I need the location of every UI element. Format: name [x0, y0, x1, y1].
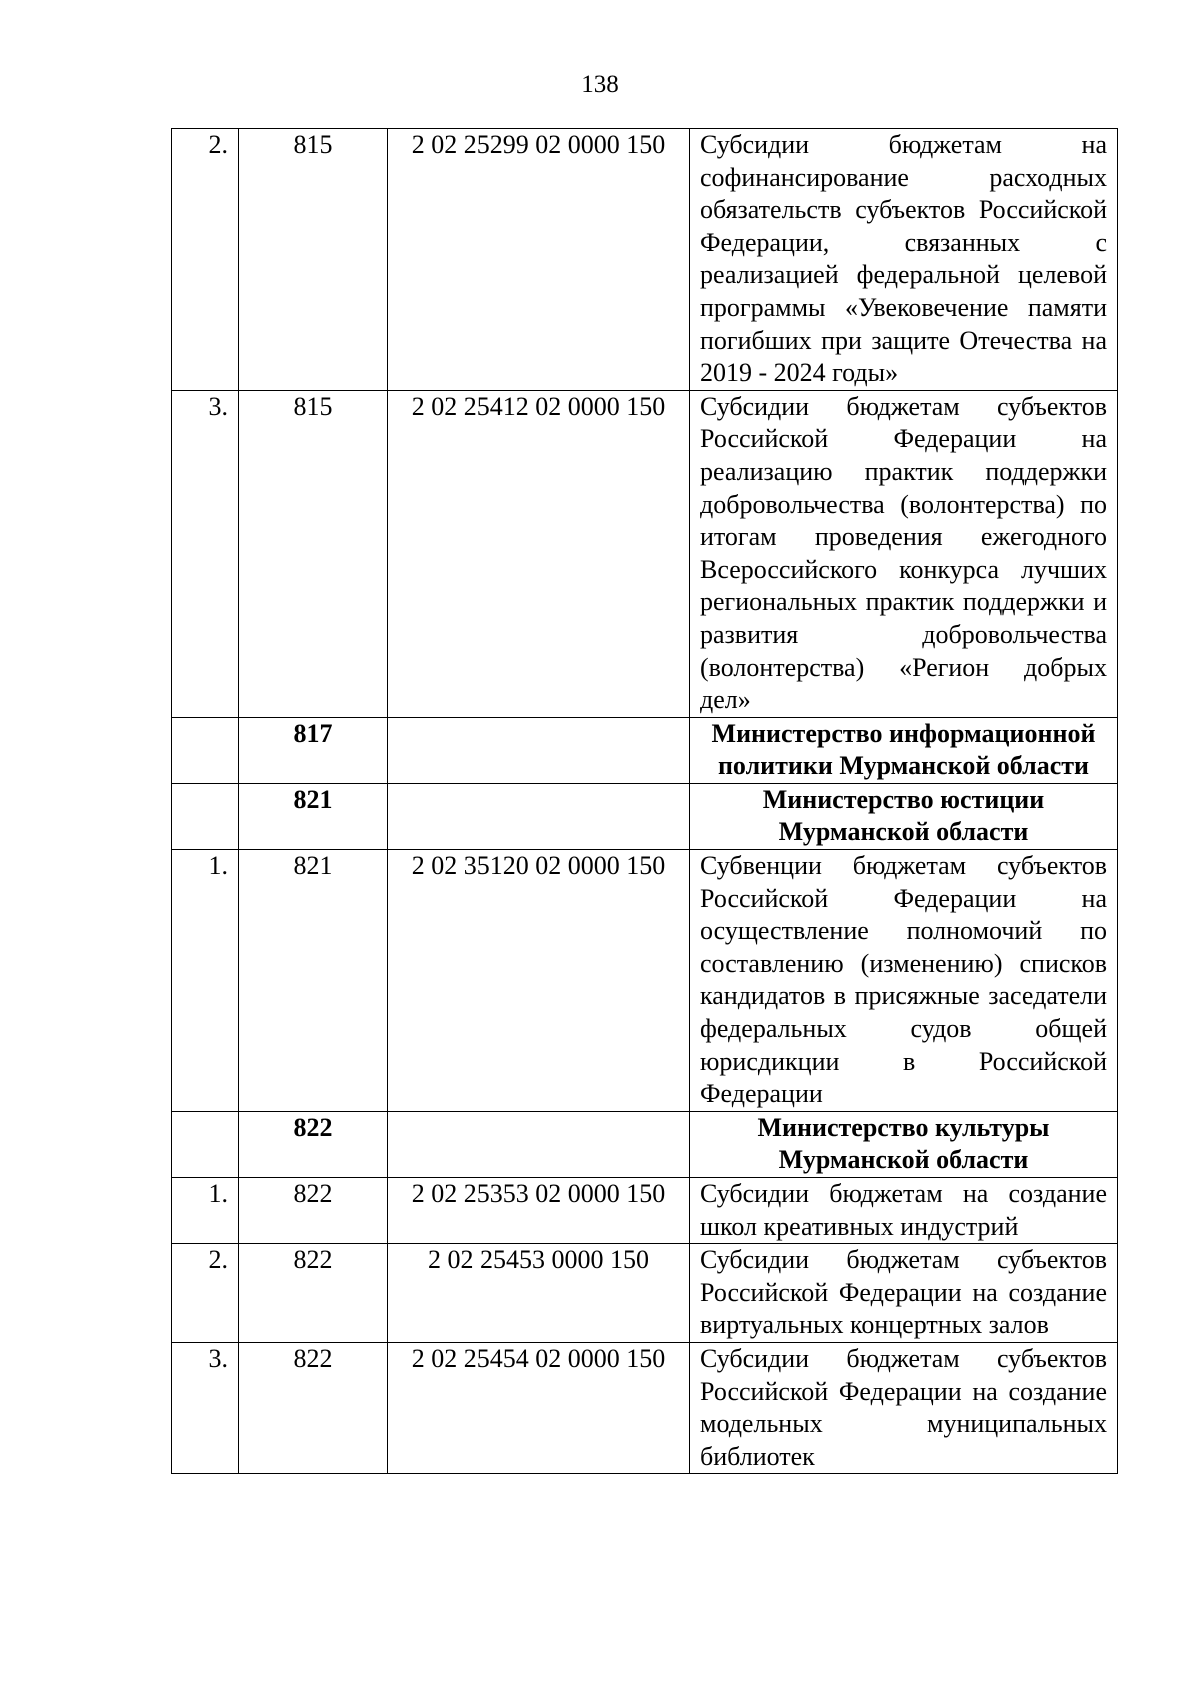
- revenue-description: Субсидии бюджетам на создание школ креативных индустрий: [690, 1178, 1118, 1244]
- row-number: 2.: [172, 129, 239, 391]
- admin-code: 822: [239, 1178, 388, 1244]
- ministry-heading: Министерство информационной политики Мурманской области: [690, 717, 1118, 783]
- table-row: [172, 1244, 1118, 1343]
- row-number: 3.: [172, 390, 239, 717]
- revenue-description: Субсидии бюджетам субъектов Российской Федерации на реализацию практик поддержки добровольчества (волонтерства) по итогам проведения ежегодного Всероссийского конкурса лучших региональных практик поддержки и развития добровольчества (волонтерства) «Регион добрых дел»: [690, 390, 1118, 717]
- admin-code: 822: [239, 1342, 388, 1473]
- revenue-table: [171, 128, 1118, 1474]
- admin-code: 821: [239, 783, 388, 849]
- row-number: 1.: [172, 1178, 239, 1244]
- revenue-description: Субсидии бюджетам субъектов Российской Федерации на создание виртуальных концертных залов: [690, 1244, 1118, 1343]
- revenue-code: 2 02 25412 02 0000 150: [388, 390, 690, 717]
- ministry-heading: Министерство юстиции Мурманской области: [690, 783, 1118, 849]
- revenue-code: 2 02 35120 02 0000 150: [388, 850, 690, 1112]
- revenue-code: [388, 1111, 690, 1177]
- admin-code: 815: [239, 390, 388, 717]
- page-number: 138: [581, 71, 619, 98]
- table-row-heading: [172, 783, 1118, 849]
- admin-code: 822: [239, 1111, 388, 1177]
- ministry-heading: Министерство культуры Мурманской области: [690, 1111, 1118, 1177]
- revenue-description: Субсидии бюджетам субъектов Российской Федерации на создание модельных муниципальных библиотек: [690, 1342, 1118, 1473]
- revenue-description: Субвенции бюджетам субъектов Российской Федерации на осуществление полномочий по составлению (изменению) списков кандидатов в присяжные заседатели федеральных судов общей юрисдикции в Российской Федерации: [690, 850, 1118, 1112]
- table-body: [172, 129, 1118, 1474]
- row-number: [172, 783, 239, 849]
- table-row: [172, 1178, 1118, 1244]
- row-number: 3.: [172, 1342, 239, 1473]
- row-number: [172, 717, 239, 783]
- admin-code: 817: [239, 717, 388, 783]
- admin-code: 822: [239, 1244, 388, 1343]
- table-row: [172, 390, 1118, 717]
- revenue-code: [388, 717, 690, 783]
- revenue-code: 2 02 25299 02 0000 150: [388, 129, 690, 391]
- table-row: [172, 129, 1118, 391]
- revenue-description: Субсидии бюджетам на софинансирование расходных обязательств субъектов Российской Федерации, связанных с реализацией федеральной целевой программы «Увековечение памяти погибших при защите Отечества на 2019 - 2024 годы»: [690, 129, 1118, 391]
- row-number: 2.: [172, 1244, 239, 1343]
- revenue-code: 2 02 25353 02 0000 150: [388, 1178, 690, 1244]
- table-row-heading: [172, 717, 1118, 783]
- table-row: [172, 850, 1118, 1112]
- table-row: [172, 1342, 1118, 1473]
- revenue-code: 2 02 25454 02 0000 150: [388, 1342, 690, 1473]
- revenue-code: [388, 783, 690, 849]
- revenue-code: 2 02 25453 0000 150: [388, 1244, 690, 1343]
- table-row-heading: [172, 1111, 1118, 1177]
- row-number: 1.: [172, 850, 239, 1112]
- row-number: [172, 1111, 239, 1177]
- admin-code: 815: [239, 129, 388, 391]
- admin-code: 821: [239, 850, 388, 1112]
